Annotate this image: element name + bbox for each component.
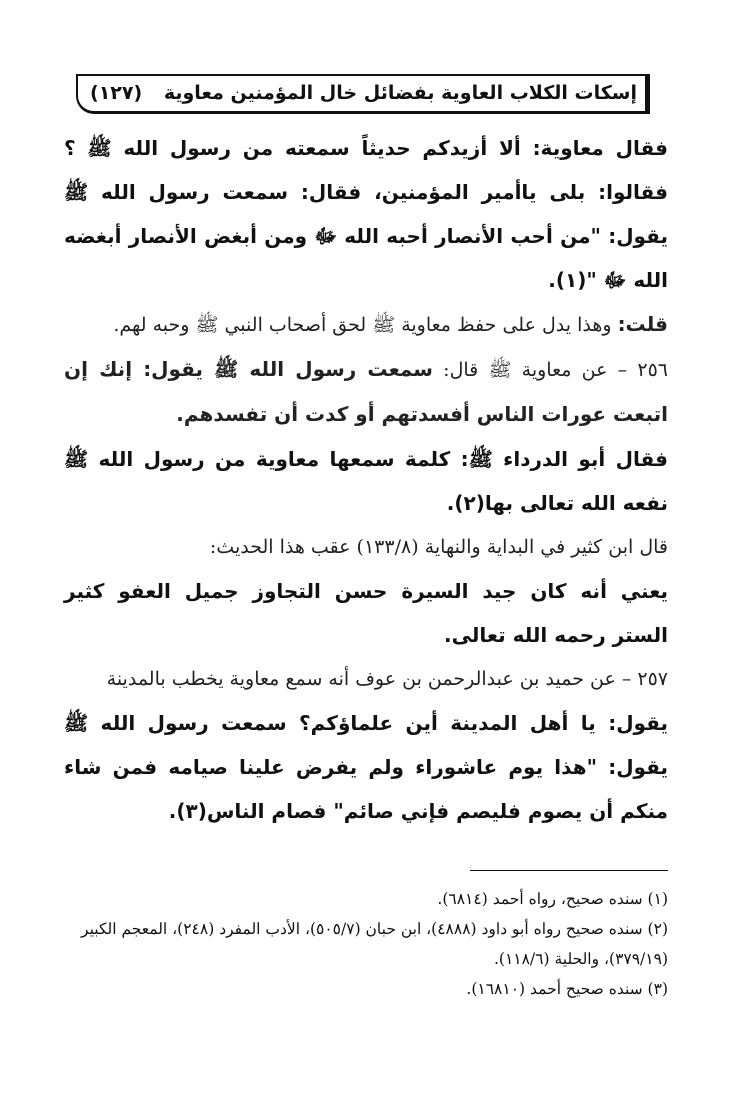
hadith-256-matn: سمعت رسول الله ﷺ يقول: إنك إن اتبعت عورات الناس أفسدتهم أو كدت أن تفسدهم. [64, 357, 668, 426]
footnote-2: (٢) سنده صحيح رواه أبو داود (٤٨٨٨)، ابن حبان (٥٠٥/٧)، الأدب المفرد (٢٤٨)، المعجم الكبير (٣٧٩/١٩)، والحلية (١١٨/٦). [81, 920, 668, 968]
paragraph-4: فقال أبو الدرداء ﷺ: كلمة سمعها معاوية من رسول الله ﷺ نفعه الله تعالى بها(٢). [64, 447, 668, 515]
running-header [76, 74, 650, 114]
footnote-1: (١) سنده صحيح، رواه أحمد (٦٨١٤). [437, 890, 668, 908]
main-text [64, 126, 668, 833]
page-number: (١٢٧) [90, 82, 143, 104]
book-title: إسكات الكلاب العاوية بفضائل خال المؤمنين معاوية [163, 82, 637, 104]
paragraph-2 [64, 302, 668, 347]
paragraph-2-text: وهذا يدل على حفظ معاوية ﷺ لحق أصحاب النبي ﷺ وحبه لهم. [113, 314, 618, 336]
hadith-257-matn: يقول: يا أهل المدينة أين علماؤكم؟ سمعت رسول الله ﷺ يقول: "هذا يوم عاشوراء ولم يفرض علينا صيامه فمن شاء منكم أن يصوم فليصم فإني صائم" فصام الناس(٣). [64, 711, 668, 823]
paragraph-5: قال ابن كثير في البداية والنهاية (١٣٣/٨) عقب هذا الحديث: [209, 536, 668, 558]
hadith-257-isnad: ٢٥٧ – عن حميد بن عبدالرحمن بن عوف أنه سمع معاوية يخطب بالمدينة [106, 668, 668, 690]
hadith-256 [64, 347, 668, 437]
paragraph-1: فقال معاوية: ألا أزيدكم حديثاً سمعته من رسول الله ﷺ ؟ فقالوا: بلى ياأمير المؤمنين، فقال: سمعت رسول الله ﷺ يقول: "من أحب الأنصار أحبه الله ﷻ ومن أبغض الأنصار أبغضه الله ﷻ "(١). [64, 136, 668, 292]
footnote-separator [470, 870, 668, 871]
qultu-label: قلت: [617, 312, 668, 336]
footnotes [64, 884, 668, 1004]
paragraph-6: يعني أنه كان جيد السيرة حسن التجاوز جميل العفو كثير الستر رحمه الله تعالى. [64, 579, 668, 647]
footnote-3: (٣) سنده صحيح أحمد (١٦٨١٠). [466, 980, 668, 998]
hadith-256-isnad: ٢٥٦ – عن معاوية ﷺ قال: [432, 359, 668, 381]
